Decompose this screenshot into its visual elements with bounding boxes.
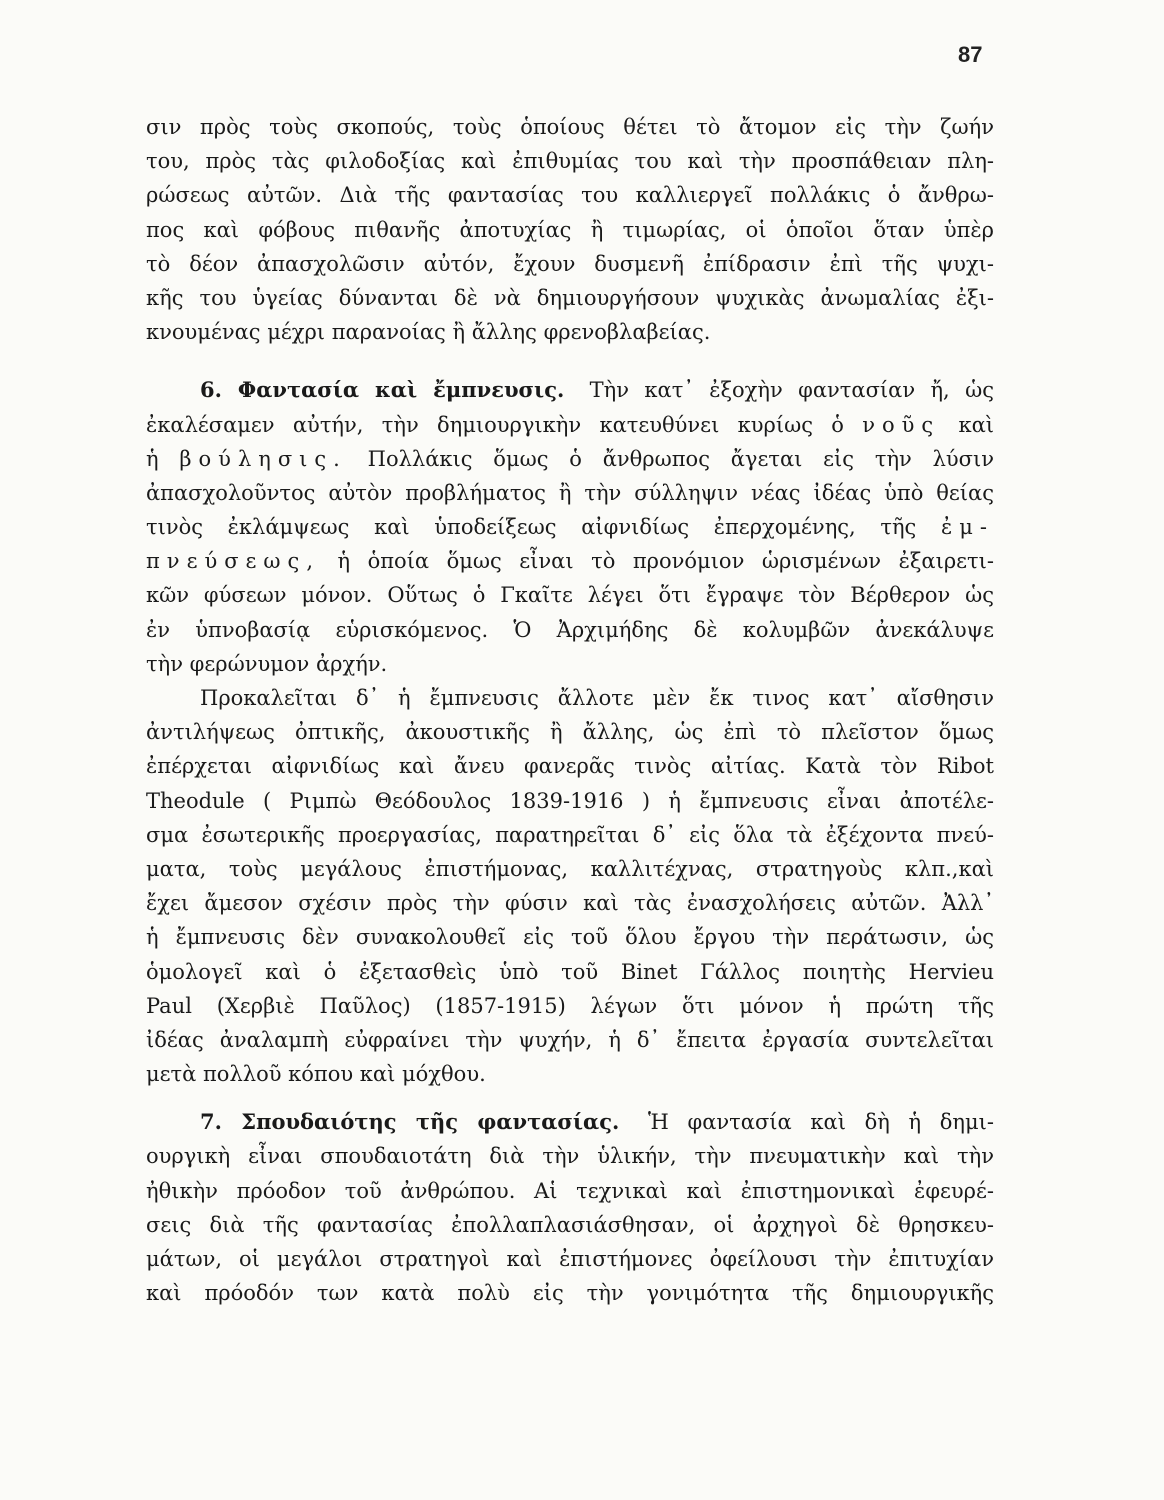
text-line: κνουμένας μέχρι παρανοίας ἢ ἄλλης φρενοβλαβείας. xyxy=(146,320,711,345)
text-line: ματα, τοὺς μεγάλους ἐπιστήμονας, καλλιτέχνας, στρατηγοὺς κλπ.,καὶ xyxy=(146,856,994,881)
text-line: καὶ πρόοδόν των κατὰ πολὺ εἰς τὴν γονιμότητα τῆς δημιουργικῆς xyxy=(146,1281,994,1306)
text-line: ἠθικὴν πρόοδον τοῦ ἀνθρώπου. Αἱ τεχνικαὶ καὶ ἐπιστημονικαὶ ἐφευρέ- xyxy=(146,1178,994,1203)
text-line: ἐν ὑπνοβασίᾳ εὑρισκόμενος. Ὁ Ἀρχιμήδης δὲ κολυμβῶν ἀνεκάλυψε xyxy=(146,617,994,642)
text-line: σιν πρὸς τοὺς σκοπούς, τοὺς ὁποίους θέτει τὸ ἄτομον εἰς τὴν ζωήν xyxy=(146,115,994,139)
text-line: σμα ἐσωτερικῆς προεργασίας, παρατηρεῖται δ᾽ εἰς ὅλα τὰ ἐξέχοντα πνεύ- xyxy=(146,822,994,847)
text-line: του, πρὸς τὰς φιλοδοξίας καὶ ἐπιθυμίας του καὶ τὴν προσπάθειαν πλη- xyxy=(146,149,994,174)
text-span: Τὴν κατ᾽ ἐξοχὴν φαντασίαν ἤ, ὡς xyxy=(589,378,994,403)
text-line: Προκαλεῖται δ᾽ ἡ ἔμπνευσις ἄλλοτε μὲν ἔκ τινος κατ᾽ αἴσθησιν xyxy=(200,686,994,710)
text-line xyxy=(146,442,994,476)
text-line: ἰδέας ἀναλαμπὴ εὐφραίνει τὴν ψυχήν, ἡ δ᾽ ἔπειτα ἐργασία συντελεῖται xyxy=(146,1027,994,1052)
text-line xyxy=(146,510,994,544)
text-line: ἐπέρχεται αἰφνιδίως καὶ ἄνευ φανερᾶς τινὸς αἰτίας. Κατὰ τὸν Ribot xyxy=(146,754,994,779)
text-line: ἔχει ἄμεσον σχέσιν πρὸς τὴν φύσιν καὶ τὰς ἐνασχολήσεις αὐτῶν. Ἀλλ᾽ xyxy=(146,891,994,916)
text-line: Paul (Χερβιὲ Παῦλος) (1857-1915) λέγων ὅτι μόνον ἡ πρώτη τῆς xyxy=(146,993,994,1018)
text-line: μάτων, οἱ μεγάλοι στρατηγοὶ καὶ ἐπιστήμονες ὀφείλουσι τὴν ἐπιτυχίαν xyxy=(146,1247,994,1271)
text-line: μετὰ πολλοῦ κόπου καὶ μόχθου. xyxy=(146,1062,486,1087)
emphasized-word: βούλησις. xyxy=(179,446,347,471)
text-line: ἀντιλήψεως ὀπτικῆς, ἀκουστικῆς ἢ ἄλλης, ὡς ἐπὶ τὸ πλεῖστον ὅμως xyxy=(146,720,994,745)
text-line xyxy=(146,544,994,578)
text-line: τὴν φερώνυμον ἀρχήν. xyxy=(146,651,388,676)
text-line: ρώσεως αὐτῶν. Διὰ τῆς φαντασίας του καλλιεργεῖ πολλάκις ὁ ἄνθρω- xyxy=(146,183,994,208)
text-span: ἡ xyxy=(146,446,159,471)
text-line: ἀπασχολοῦντος αὐτὸν προβλήματος ἢ τὴν σύλληψιν νέας ἰδέας ὑπὸ θείας xyxy=(146,480,994,505)
text-span: Ἡ φαντασία καὶ δὴ ἡ δημι- xyxy=(648,1110,994,1135)
text-line: τὸ δέον ἀπασχολῶσιν αὐτόν, ἔχουν δυσμενῆ ἐπίδρασιν ἐπὶ τῆς ψυχι- xyxy=(146,251,994,276)
text-span: ἐκαλέσαμεν αὐτήν, τὴν δημιουργικὴν κατευθύνει κυρίως ὁ xyxy=(146,412,844,437)
page-number: 87 xyxy=(958,42,983,67)
text-line: κῆς του ὑγείας δύνανται δὲ νὰ δημιουργήσουν ψυχικὰς ἀνωμαλίας ἐξι- xyxy=(146,285,994,310)
emphasized-word: νοῦς xyxy=(862,412,941,437)
text-line: σεις διὰ τῆς φαντασίας ἐπολλαπλασιάσθησαν, οἱ ἀρχηγοὶ δὲ θρησκευ- xyxy=(146,1212,994,1237)
section-7-first-line xyxy=(146,1105,994,1139)
text-line: κῶν φύσεων μόνον. Οὕτως ὁ Γκαῖτε λέγει ὅτι ἔγραψε τὸν Βέρθερον ὡς xyxy=(146,583,994,608)
text-span: ἡ ὁποία ὅμως εἶναι τὸ προνόμιον ὡρισμένων ἐξαιρετι- xyxy=(337,549,994,574)
text-span: καὶ xyxy=(958,412,994,437)
text-line: πος καὶ φόβους πιθανῆς ἀποτυχίας ἢ τιμωρίας, οἱ ὁποῖοι ὅταν ὑπὲρ xyxy=(146,217,994,242)
text-line: ουργικὴ εἶναι σπουδαιοτάτη διὰ τὴν ὑλικήν, τὴν πνευματικὴν καὶ τὴν xyxy=(146,1144,994,1169)
text-line: Theodule ( Ριμπὼ Θεόδουλος 1839-1916 ) ἡ ἔμπνευσις εἶναι ἀποτέλε- xyxy=(146,788,994,813)
section-6-first-line xyxy=(146,373,994,407)
emphasized-word: ἐμ- xyxy=(940,515,994,540)
text-line xyxy=(146,408,994,442)
text-line: ὁμολογεῖ καὶ ὁ ἐξετασθεὶς ὑπὸ τοῦ Binet Γάλλος ποιητὴς Hervieu xyxy=(146,959,994,984)
text-span: Πολλάκις ὅμως ὁ ἄνθρωπος ἄγεται εἰς τὴν λύσιν xyxy=(367,446,994,471)
section-heading: 6. Φαντασία καὶ ἔμπνευσις. xyxy=(200,377,565,403)
emphasized-word: πνεύσεως, xyxy=(146,549,320,574)
section-heading: 7. Σπουδαιότης τῆς φαντασίας. xyxy=(200,1109,620,1135)
text-line: ἡ ἔμπνευσις δὲν συνακολουθεῖ εἰς τοῦ ὅλου ἔργου τὴν περάτωσιν, ὡς xyxy=(146,925,994,950)
text-span: τινὸς ἐκλάμψεως καὶ ὑποδείξεως αἰφνιδίως ἐπερχομένης, τῆς xyxy=(146,515,917,540)
page-body xyxy=(146,110,994,1310)
